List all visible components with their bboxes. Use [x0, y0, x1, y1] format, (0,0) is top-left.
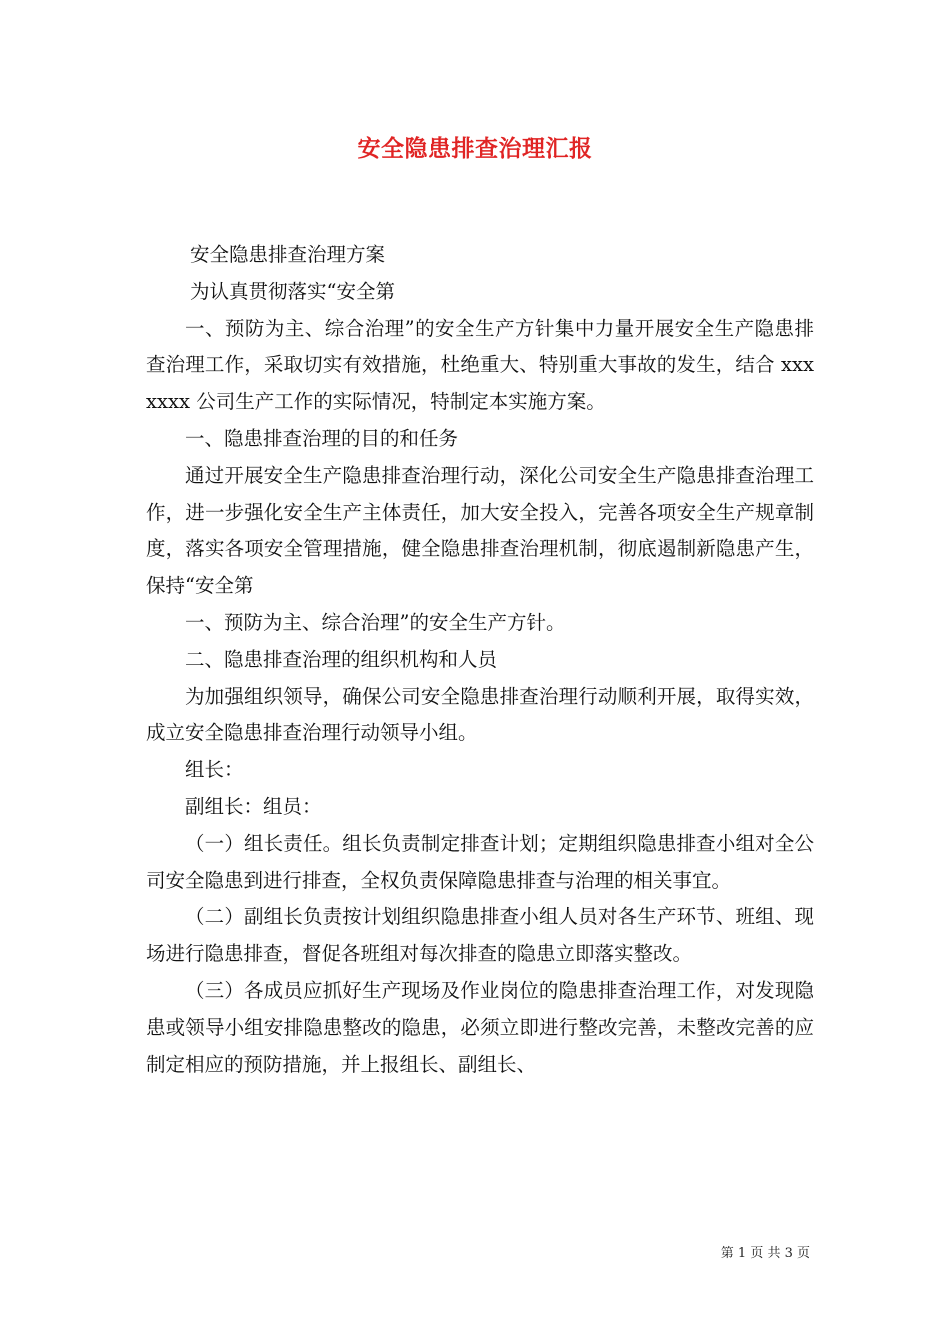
- document-body: [146, 237, 814, 1083]
- paragraph-policy-2: 一、预防为主、综合治理”的安全生产方针。: [185, 610, 566, 634]
- heading-purpose: 一、隐患排查治理的目的和任务: [185, 426, 459, 450]
- paragraph-duty-2: （二）副组长负责按计划组织隐患排查小组人员对各生产环节、班组、现场进行隐患排查，督促各班组对每次排查的隐患立即落实整改。: [146, 905, 814, 966]
- paragraph-organization: 为加强组织领导，确保公司安全隐患排查治理行动顺利开展，取得实效，成立安全隐患排查治理行动领导小组。: [146, 684, 814, 745]
- paragraph-duty-3: （三）各成员应抓好生产现场及作业岗位的隐患排查治理工作，对发现隐患或领导小组安排隐患整改的隐患，必须立即进行整改完善，未整改完善的应制定相应的预防措施，并上报组长、副组长、: [146, 978, 814, 1076]
- document-title: 安全隐患排查治理汇报: [357, 135, 593, 162]
- paragraph-deputy: 副组长：组员：: [185, 794, 322, 818]
- paragraph-policy: 一、预防为主、综合治理”的安全生产方针集中力量开展安全生产隐患排查治理工作，采取切实有效措施，杜绝重大、特别重大事故的发生，结合 xxxxxxx 公司生产工作的实际情况，特制定本实施方案。: [146, 316, 814, 414]
- page-number: 第 1 页 共 3 页: [720, 1246, 810, 1261]
- paragraph-plan-title: 安全隐患排查治理方案: [190, 243, 386, 266]
- paragraph-intro: 为认真贯彻落实“安全第: [190, 279, 395, 303]
- paragraph-leader: 组长：: [185, 758, 244, 782]
- paragraph-purpose: 通过开展安全生产隐患排查治理行动，深化公司安全生产隐患排查治理工作，进一步强化安全生产主体责任，加大安全投入，完善各项安全生产规章制度，落实各项安全管理措施，健全隐患排查治理机制，彻底遏制新隐患产生，保持“安全第: [146, 463, 814, 598]
- paragraph-duty-1: （一）组长责任。组长负责制定排查计划；定期组织隐患排查小组对全公司安全隐患到进行排查，全权负责保障隐患排查与治理的相关事宜。: [146, 831, 814, 892]
- heading-organization: 二、隐患排查治理的组织机构和人员: [185, 647, 498, 671]
